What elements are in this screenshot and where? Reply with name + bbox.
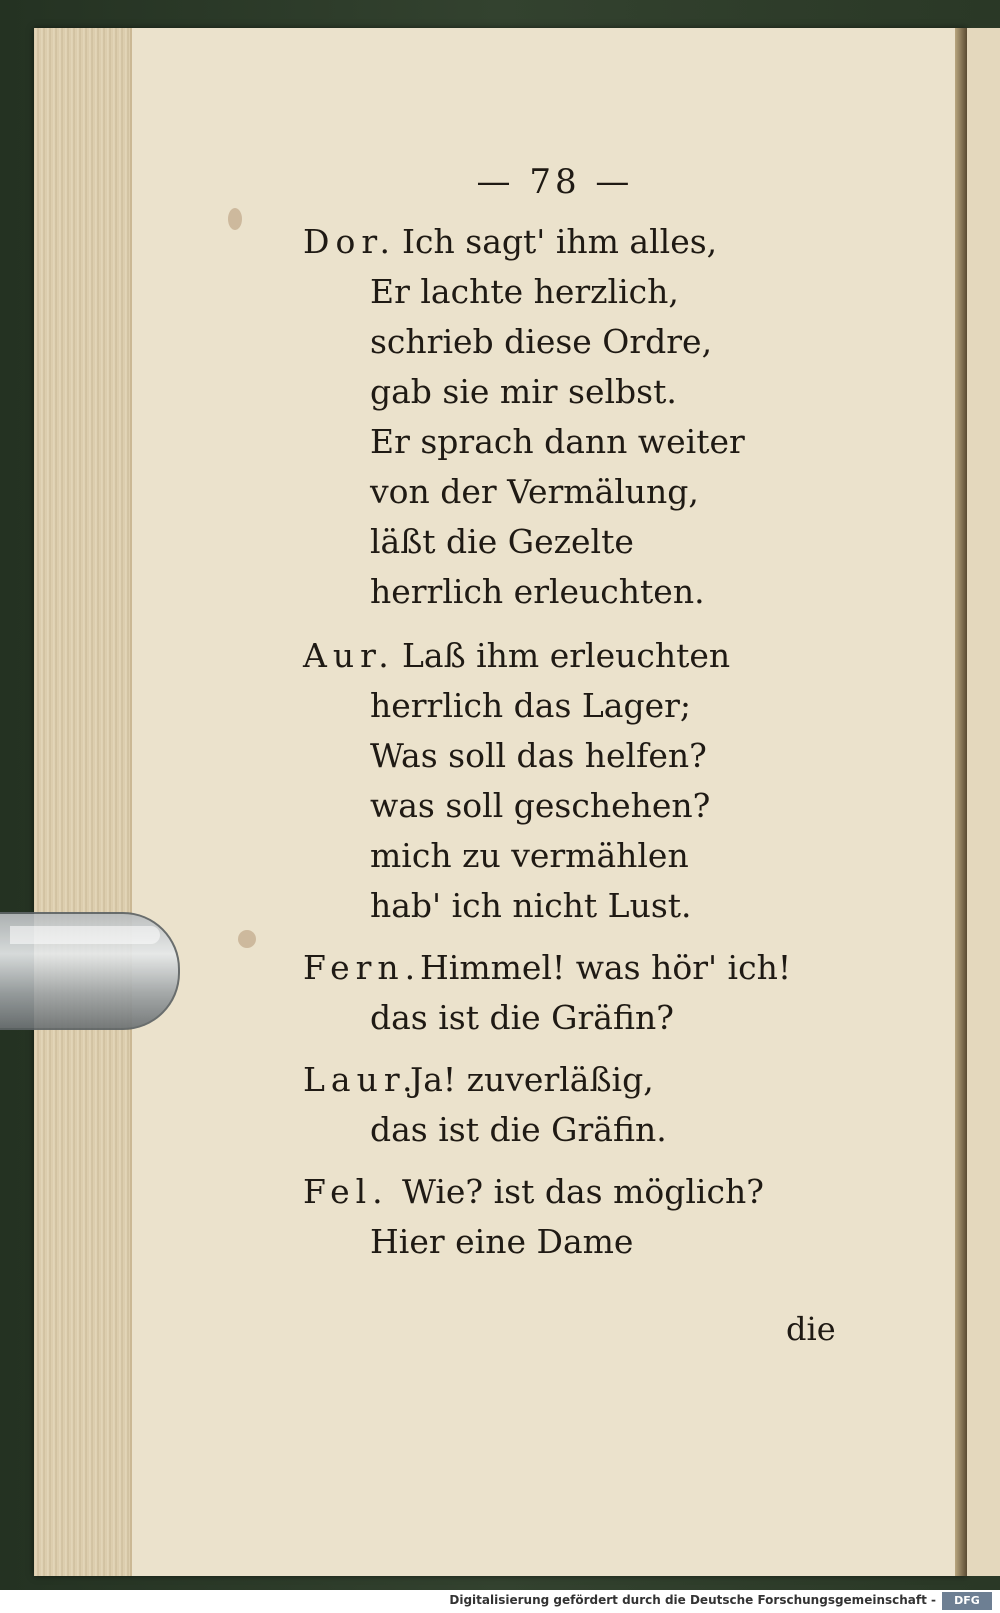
funding-credit: Digitalisierung gefördert durch die Deutsche Forschungsgemeinschaft - [449,1593,936,1607]
verse-line: hab' ich nicht Lust. [370,886,692,925]
speaker-label: Aur. [303,636,395,675]
catchword: die [786,1310,836,1348]
speaker-label: Laur. [303,1060,419,1099]
verse-line: Ja! zuverläßig, [410,1060,654,1099]
speaker-label: Fern. [303,948,422,987]
verse-line: Himmel! was hör' ich! [420,948,792,987]
footer-bar [0,1590,1000,1613]
verse-line: Laß ihm erleuchten [402,636,731,675]
verse-line: Er sprach dann weiter [370,422,745,461]
verse-line: Wie? ist das möglich? [402,1172,764,1211]
verse-line: herrlich das Lager; [370,686,692,725]
verse-line: Ich sagt' ihm alles, [402,222,718,261]
verse-line: schrieb diese Ordre, [370,322,713,361]
speaker-label: Dor. [303,222,396,261]
verse-line: herrlich erleuchten. [370,572,705,611]
verse-line: das ist die Gräfin. [370,1110,667,1149]
verse-line: gab sie mir selbst. [370,372,677,411]
verse-line: mich zu vermählen [370,836,689,875]
verse-line: Was soll das helfen? [370,736,707,775]
verse-line: das ist die Gräfin? [370,998,674,1037]
verse-line: von der Vermälung, [370,472,699,511]
dfg-logo: DFG [942,1592,992,1610]
verse-line: Hier eine Dame [370,1222,634,1261]
page-number: — 78 — [476,162,634,202]
verse-line: läßt die Gezelte [370,522,634,561]
clip-highlight [10,926,160,944]
verse-line: Er lachte herzlich, [370,272,679,311]
speaker-label: Fel. [303,1172,389,1211]
verse-line: was soll geschehen? [370,786,711,825]
